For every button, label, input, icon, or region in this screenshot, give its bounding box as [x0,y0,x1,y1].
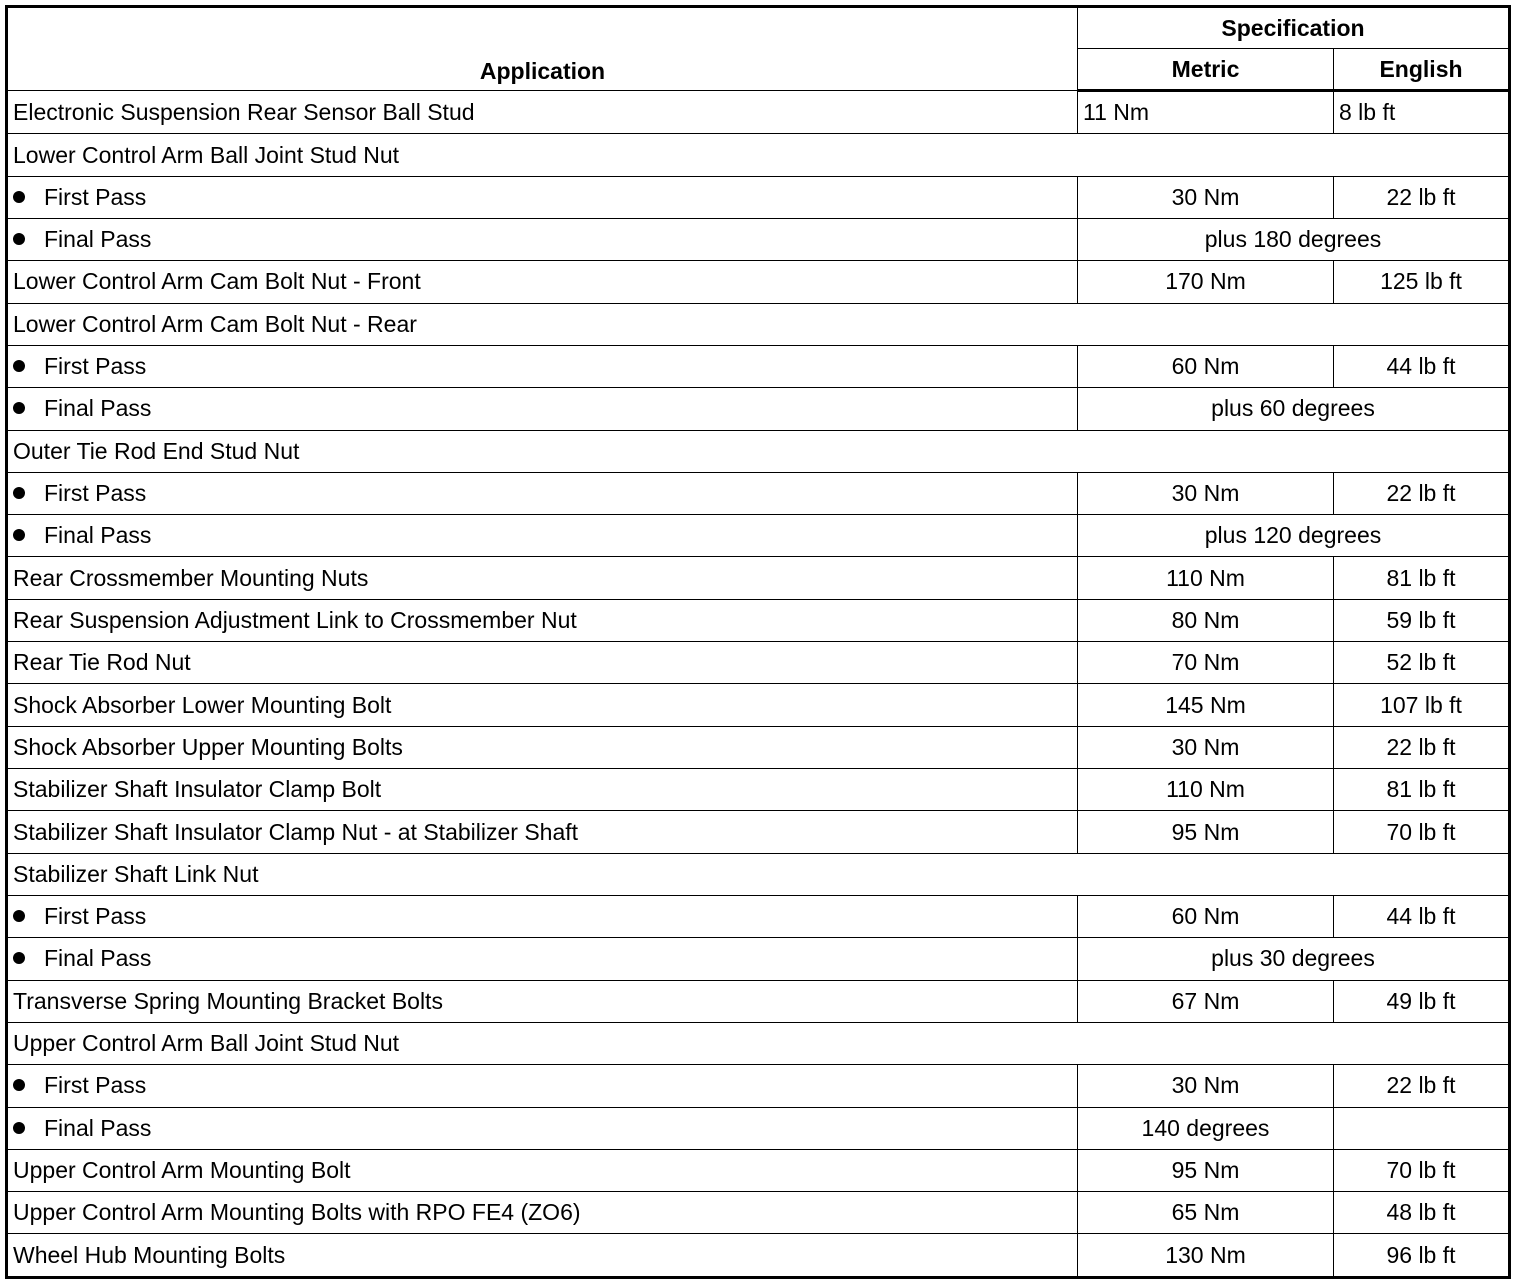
metric-value: 67 Nm [1078,980,1334,1022]
metric-value: 95 Nm [1078,1149,1334,1191]
metric-value: 110 Nm [1078,769,1334,811]
table-row [7,980,1510,1022]
sub-step-label: Final Pass [44,945,152,972]
table-row [7,684,1510,726]
spec-value-span: plus 120 degrees [1078,515,1510,557]
table-row [7,430,1510,472]
sub-step-cell [7,176,1078,218]
table-row [7,938,1510,980]
sub-step-cell [7,218,1078,260]
bullet-icon [13,952,25,964]
application-label: Stabilizer Shaft Insulator Clamp Nut - at Stabilizer Shaft [7,811,1078,853]
english-value: 22 lb ft [1334,1065,1510,1107]
sub-step-label: Final Pass [44,1114,152,1141]
header-row-top [7,7,1510,49]
english-value: 8 lb ft [1334,91,1510,134]
application-label: Electronic Suspension Rear Sensor Ball Stud [7,91,1078,134]
table-row [7,599,1510,641]
application-label: Stabilizer Shaft Insulator Clamp Bolt [7,769,1078,811]
sub-step-label: First Pass [44,183,147,210]
table-row [7,895,1510,937]
bullet-icon [13,402,25,414]
table-row [7,515,1510,557]
metric-value: 30 Nm [1078,1065,1334,1107]
english-value: 70 lb ft [1334,811,1510,853]
table-row [7,134,1510,176]
metric-value: 140 degrees [1078,1107,1334,1149]
table-row [7,345,1510,387]
metric-value: 145 Nm [1078,684,1334,726]
english-value: 22 lb ft [1334,726,1510,768]
table-row [7,811,1510,853]
metric-value: 30 Nm [1078,176,1334,218]
english-value: 49 lb ft [1334,980,1510,1022]
english-value: 48 lb ft [1334,1192,1510,1234]
sub-step-label: Final Pass [44,522,152,549]
english-value: 22 lb ft [1334,176,1510,218]
english-value: 125 lb ft [1334,261,1510,303]
table-row [7,1107,1510,1149]
table-row [7,218,1510,260]
bullet-icon [13,233,25,245]
metric-value: 30 Nm [1078,726,1334,768]
table-row [7,91,1510,134]
spec-value-span: plus 180 degrees [1078,218,1510,260]
english-value: 70 lb ft [1334,1149,1510,1191]
group-label: Lower Control Arm Ball Joint Stud Nut [7,134,1510,176]
application-label: Shock Absorber Upper Mounting Bolts [7,726,1078,768]
metric-value: 170 Nm [1078,261,1334,303]
table-row [7,303,1510,345]
table-body [7,91,1510,1278]
bullet-icon [13,1079,25,1091]
group-label: Outer Tie Rod End Stud Nut [7,430,1510,472]
english-value: 44 lb ft [1334,895,1510,937]
sub-step-cell [7,472,1078,514]
application-label: Transverse Spring Mounting Bracket Bolts [7,980,1078,1022]
application-label: Rear Crossmember Mounting Nuts [7,557,1078,599]
sub-step-label: First Pass [44,480,147,506]
english-value: 96 lb ft [1334,1234,1510,1278]
table-row [7,388,1510,430]
sub-step-cell [7,895,1078,937]
english-value: 22 lb ft [1334,472,1510,514]
table-row [7,642,1510,684]
group-label: Stabilizer Shaft Link Nut [7,853,1510,895]
sub-step-label: First Pass [44,903,147,930]
table-row [7,261,1510,303]
group-label: Upper Control Arm Ball Joint Stud Nut [7,1022,1510,1064]
metric-value: 80 Nm [1078,599,1334,641]
metric-value: 130 Nm [1078,1234,1334,1278]
application-label: Rear Suspension Adjustment Link to Crossmember Nut [7,599,1078,641]
bullet-icon [13,487,25,499]
english-header: English [1334,49,1510,91]
sub-step-cell [7,515,1078,557]
sub-step-label: Final Pass [44,226,152,253]
english-value: 52 lb ft [1334,642,1510,684]
application-label: Wheel Hub Mounting Bolts [7,1234,1078,1278]
spec-value-span: plus 60 degrees [1078,388,1510,430]
english-value: 81 lb ft [1334,557,1510,599]
application-label: Rear Tie Rod Nut [7,642,1078,684]
table-row [7,1065,1510,1107]
sub-step-cell [7,1065,1078,1107]
bullet-icon [13,910,25,922]
english-value: 44 lb ft [1334,345,1510,387]
table-header [7,7,1510,91]
metric-value: 30 Nm [1078,472,1334,514]
bullet-icon [13,529,25,541]
metric-value: 60 Nm [1078,895,1334,937]
sub-step-cell [7,1107,1078,1149]
application-label: Shock Absorber Lower Mounting Bolt [7,684,1078,726]
metric-value: 65 Nm [1078,1192,1334,1234]
metric-value: 11 Nm [1078,91,1334,134]
application-label: Upper Control Arm Mounting Bolts with RPO FE4 (ZO6) [7,1192,1078,1234]
group-label: Lower Control Arm Cam Bolt Nut - Rear [7,303,1510,345]
application-header: Application [7,7,1078,91]
sub-step-label: First Pass [44,1072,147,1099]
table-row [7,176,1510,218]
application-label: Upper Control Arm Mounting Bolt [7,1149,1078,1191]
sub-step-cell [7,345,1078,387]
english-value: 81 lb ft [1334,769,1510,811]
bullet-icon [13,1122,25,1134]
table-row [7,1192,1510,1234]
table-row [7,557,1510,599]
bullet-icon [13,360,25,372]
metric-value: 110 Nm [1078,557,1334,599]
table-row [7,1022,1510,1064]
sub-step-cell [7,938,1078,980]
table-row [7,769,1510,811]
table-row [7,726,1510,768]
table-row [7,472,1510,514]
torque-spec-table [5,5,1511,1279]
spec-value-span: plus 30 degrees [1078,938,1510,980]
table-row [7,853,1510,895]
application-label: Lower Control Arm Cam Bolt Nut - Front [7,261,1078,303]
english-value: 107 lb ft [1334,684,1510,726]
table-row [7,1149,1510,1191]
bullet-icon [13,191,25,203]
english-value: 59 lb ft [1334,599,1510,641]
metric-header: Metric [1078,49,1334,91]
sub-step-label: Final Pass [44,395,152,422]
metric-value: 70 Nm [1078,642,1334,684]
metric-value: 60 Nm [1078,345,1334,387]
english-value [1334,1107,1510,1149]
metric-value: 95 Nm [1078,811,1334,853]
sub-step-label: First Pass [44,353,147,380]
sub-step-cell [7,388,1078,430]
table-row [7,1234,1510,1278]
specification-header: Specification [1078,7,1510,49]
